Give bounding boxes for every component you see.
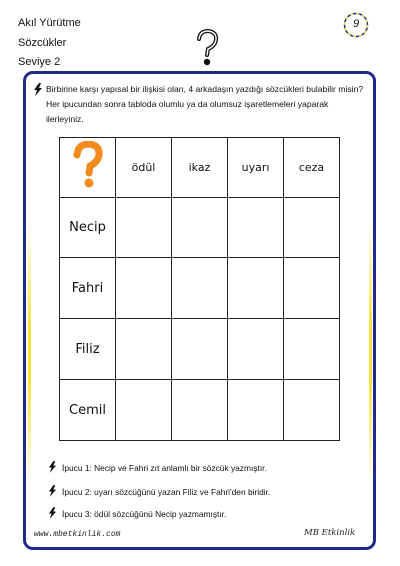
grid-cell[interactable] xyxy=(172,380,228,441)
lightning-bolt-icon xyxy=(33,83,43,96)
table-row xyxy=(60,198,340,258)
table-row xyxy=(60,258,340,319)
hint-2: İpucu 2: uyarı sözcüğünü yazan Filiz ve Fahri'den biridir. xyxy=(62,487,271,497)
grid-cell[interactable] xyxy=(116,198,172,258)
instruction-text: Birbirine karşı yapısal bir ilişkisi olan, 4 arkadaşın yazdığı sözcükleri bulabilir misin? Her ipucundan sonra tabloda olumlu ya da olumsuz işaretlemeleri yaparak ilerleyiniz. xyxy=(46,84,364,124)
row-header-fahri: Fahri xyxy=(60,258,116,319)
column-header-odul: ödül xyxy=(116,138,172,198)
grid-cell[interactable] xyxy=(228,258,284,319)
grid-cell[interactable] xyxy=(172,319,228,380)
grid-cell[interactable] xyxy=(284,258,340,319)
frame-accent-left xyxy=(28,224,31,484)
topic-label: Sözcükler xyxy=(18,37,67,49)
brand-signature: MB Etkinlik xyxy=(304,528,356,538)
grid-cell[interactable] xyxy=(284,319,340,380)
table-row xyxy=(60,319,340,380)
grid-cell[interactable] xyxy=(116,258,172,319)
grid-cell[interactable] xyxy=(172,258,228,319)
row-header-cemil: Cemil xyxy=(60,380,116,441)
level-label: Seviye 2 xyxy=(18,56,61,68)
column-header-uyari: uyarı xyxy=(228,138,284,198)
corner-cell xyxy=(60,138,116,198)
grid-cell[interactable] xyxy=(228,319,284,380)
table-row xyxy=(60,380,340,441)
frame-accent-right xyxy=(369,224,372,484)
grid-cell[interactable] xyxy=(284,198,340,258)
row-header-filiz: Filiz xyxy=(60,319,116,380)
hint-1: İpucu 1: Necip ve Fahri zıt anlamlı bir sözcük yazmıştır. xyxy=(62,463,267,473)
column-header-ceza: ceza xyxy=(284,138,340,198)
grid-cell[interactable] xyxy=(116,380,172,441)
question-mark-icon xyxy=(192,28,222,68)
lightning-bolt-icon xyxy=(48,507,57,519)
logic-grid xyxy=(59,137,340,441)
question-mark-icon xyxy=(71,141,105,189)
grid-cell[interactable] xyxy=(228,198,284,258)
page-number-badge xyxy=(343,12,369,38)
website-link[interactable]: www.mbetkinlik.com xyxy=(34,530,121,539)
page-number: 9 xyxy=(352,18,360,30)
lightning-bolt-icon xyxy=(48,485,57,497)
subject-label: Akıl Yürütme xyxy=(18,17,81,29)
grid-cell[interactable] xyxy=(228,380,284,441)
grid-cell[interactable] xyxy=(172,198,228,258)
column-header-ikaz: ikaz xyxy=(172,138,228,198)
lightning-bolt-icon xyxy=(48,461,57,473)
hint-3: İpucu 3: ödül sözcüğünü Necip yazmamıştır. xyxy=(62,509,227,519)
row-header-necip: Necip xyxy=(60,198,116,258)
grid-cell[interactable] xyxy=(116,319,172,380)
grid-cell[interactable] xyxy=(284,380,340,441)
